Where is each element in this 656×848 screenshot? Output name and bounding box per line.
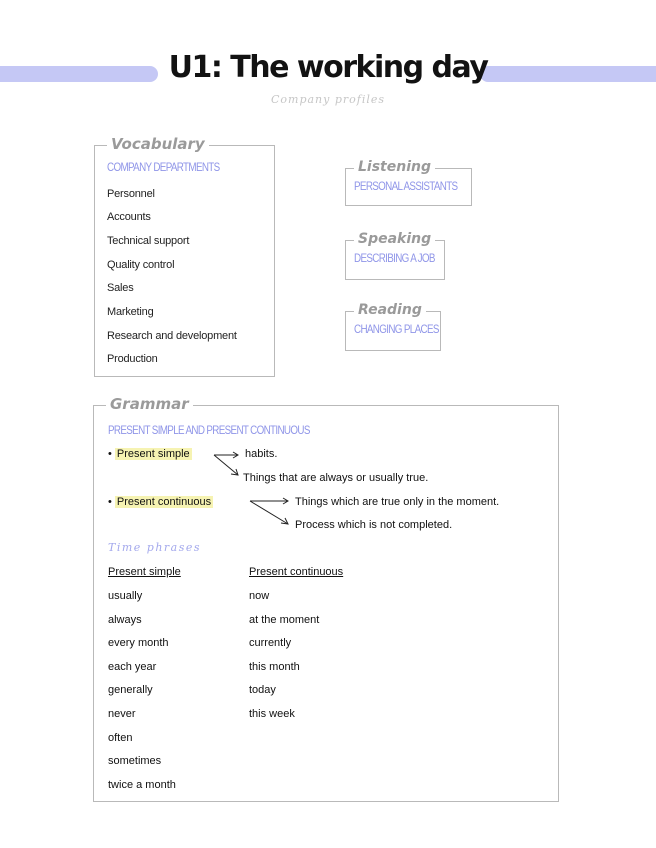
continuous-time-phrase: now xyxy=(249,590,270,602)
continuous-column-header: Present continuous xyxy=(249,566,344,578)
present-continuous-bullet: • Present continuous xyxy=(108,496,212,508)
present-simple-label: Present simple xyxy=(116,448,190,460)
present-continuous-label: Present continuous xyxy=(116,496,212,508)
reading-heading: Reading xyxy=(354,301,426,319)
vocabulary-heading: Vocabulary xyxy=(107,135,209,153)
time-phrases-heading: Time phrases xyxy=(108,541,202,554)
simple-time-phrase: sometimes xyxy=(108,755,162,767)
simple-time-phrase: usually xyxy=(108,590,143,602)
vocab-item: Technical support xyxy=(107,235,190,247)
continuous-time-phrase: at the moment xyxy=(249,614,320,626)
continuous-time-phrase: today xyxy=(249,684,276,696)
present-simple-bullet: • Present simple xyxy=(108,448,190,460)
vocab-item: Sales xyxy=(107,282,134,294)
vocab-item: Personnel xyxy=(107,188,155,200)
simple-time-phrase: each year xyxy=(108,661,157,673)
present-continuous-use: Things which are true only in the moment. xyxy=(295,496,500,508)
listening-caption: PERSONAL ASSISTANTS xyxy=(354,179,458,193)
reading-caption: CHANGING PLACES xyxy=(354,322,439,336)
continuous-time-phrase: this month xyxy=(249,661,300,673)
simple-time-phrase: twice a month xyxy=(108,779,176,791)
vocab-item: Marketing xyxy=(107,306,154,318)
present-simple-use: habits. xyxy=(245,448,278,460)
arrow-true xyxy=(214,455,238,475)
simple-time-phrase: never xyxy=(108,708,136,720)
vocab-item: Research and development xyxy=(107,330,237,342)
vocab-item: Quality control xyxy=(107,259,175,271)
continuous-time-phrase: currently xyxy=(249,637,292,649)
arrow-process xyxy=(250,501,288,524)
vocab-item: Production xyxy=(107,353,158,365)
page-subtitle: Company profiles xyxy=(270,93,386,106)
listening-heading: Listening xyxy=(354,158,435,176)
simple-time-phrase: every month xyxy=(108,637,169,649)
simple-time-phrase: often xyxy=(108,732,133,744)
grammar-caption: PRESENT SIMPLE AND PRESENT CONTINUOUS xyxy=(108,423,310,437)
present-continuous-use: Process which is not completed. xyxy=(295,519,453,531)
simple-time-phrase: always xyxy=(108,614,142,626)
continuous-time-phrase: this week xyxy=(249,708,295,720)
grammar-heading: Grammar xyxy=(106,395,193,413)
page-title: U1: The working day xyxy=(168,50,488,85)
speaking-caption: DESCRIBING A JOB xyxy=(354,251,435,265)
speaking-heading: Speaking xyxy=(354,230,435,248)
simple-time-phrase: generally xyxy=(108,684,153,696)
vocabulary-caption: COMPANY DEPARTMENTS xyxy=(107,160,220,174)
simple-column-header: Present simple xyxy=(108,566,181,578)
vocab-item: Accounts xyxy=(107,211,151,223)
present-simple-use: Things that are always or usually true. xyxy=(243,472,429,484)
